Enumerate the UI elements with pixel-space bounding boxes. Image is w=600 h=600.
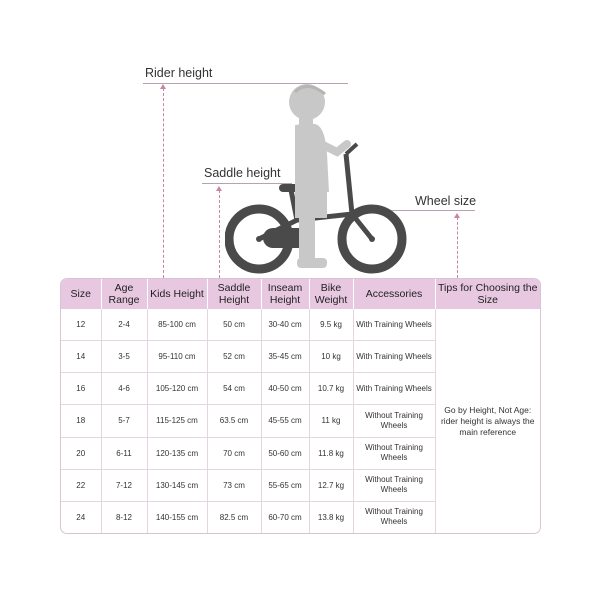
tips-cell: Go by Height, Not Age: rider height is always the main reference [440,404,535,437]
cell-age-range: 4-6 [101,373,147,405]
saddle-height-dashed-line [219,190,220,278]
cell-inseam-height: 60-70 cm [261,501,309,533]
cell-kids-height: 140-155 cm [147,501,207,533]
cell-size: 22 [61,469,101,501]
cell-accessories: Without Training Wheels [353,437,435,469]
cell-accessories: Without Training Wheels [353,405,435,437]
header-tips: Tips for Choosing the Size [435,279,540,309]
cell-inseam-height: 55-65 cm [261,469,309,501]
cell-age-range: 5-7 [101,405,147,437]
header-kids-height: Kids Height [147,279,207,309]
header-age-range: Age Range [101,279,147,309]
cell-saddle-height: 63.5 cm [207,405,261,437]
cell-kids-height: 130-145 cm [147,469,207,501]
cell-bike-weight: 10 kg [309,341,353,373]
cell-inseam-height: 40-50 cm [261,373,309,405]
cell-kids-height: 120-135 cm [147,437,207,469]
cell-saddle-height: 50 cm [207,309,261,341]
table-header-row [61,279,540,309]
saddle-height-label: Saddle height [204,166,281,180]
cell-bike-weight: 11 kg [309,405,353,437]
cell-bike-weight: 12.7 kg [309,469,353,501]
cell-size: 14 [61,341,101,373]
cell-saddle-height: 70 cm [207,437,261,469]
cell-inseam-height: 45-55 cm [261,405,309,437]
cell-age-range: 6-11 [101,437,147,469]
header-size: Size [61,279,101,309]
cell-saddle-height: 52 cm [207,341,261,373]
cell-age-range: 3-5 [101,341,147,373]
rider-height-label: Rider height [145,66,213,80]
cell-accessories: With Training Wheels [353,341,435,373]
saddle-height-arrow-icon [216,186,222,191]
table-row [61,309,540,341]
cell-bike-weight: 10.7 kg [309,373,353,405]
cell-size: 12 [61,309,101,341]
wheel-size-label: Wheel size [415,194,477,208]
header-accessories: Accessories [353,279,435,309]
header-saddle-height: Saddle Height [207,279,261,309]
rider-height-arrow-icon [160,84,166,89]
wheel-size-dashed-line [457,217,458,278]
cell-saddle-height: 82.5 cm [207,501,261,533]
cell-age-range: 7-12 [101,469,147,501]
cell-bike-weight: 9.5 kg [309,309,353,341]
wheel-size-arrow-icon [454,213,460,218]
header-bike-weight: Bike Weight [309,279,353,309]
cell-inseam-height: 35-45 cm [261,341,309,373]
cell-age-range: 2-4 [101,309,147,341]
cell-size: 16 [61,373,101,405]
cell-kids-height: 85-100 cm [147,309,207,341]
cell-size: 24 [61,501,101,533]
cell-bike-weight: 13.8 kg [309,501,353,533]
cell-age-range: 8-12 [101,501,147,533]
cell-accessories: With Training Wheels [353,373,435,405]
cell-kids-height: 105-120 cm [147,373,207,405]
cell-accessories: Without Training Wheels [353,501,435,533]
cell-size: 20 [61,437,101,469]
header-inseam-height: Inseam Height [261,279,309,309]
cell-inseam-height: 50-60 cm [261,437,309,469]
cell-size: 18 [61,405,101,437]
cell-accessories: Without Training Wheels [353,469,435,501]
cell-kids-height: 95-110 cm [147,341,207,373]
cell-kids-height: 115-125 cm [147,405,207,437]
size-chart-table [60,278,541,534]
child-on-bike-illustration [225,82,415,277]
cell-inseam-height: 30-40 cm [261,309,309,341]
cell-bike-weight: 11.8 kg [309,437,353,469]
cell-saddle-height: 54 cm [207,373,261,405]
cell-saddle-height: 73 cm [207,469,261,501]
rider-height-dashed-line [163,88,164,278]
cell-accessories: With Training Wheels [353,309,435,341]
